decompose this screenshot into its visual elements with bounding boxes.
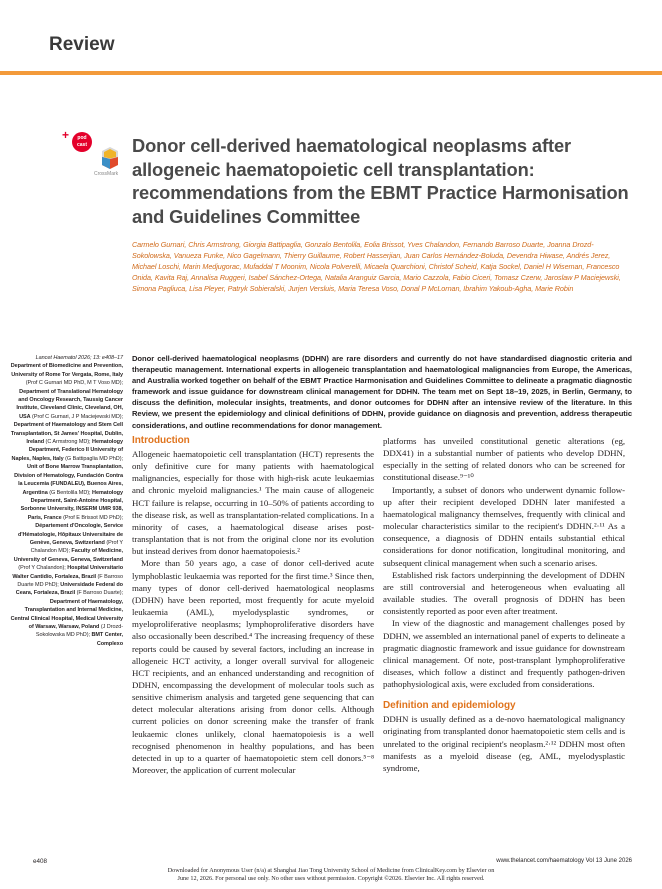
affiliation-name: Universidade Federal do Ceara, Fortaleza, Brazil	[15, 581, 123, 597]
affiliation-name: BMT Center, Complexo	[91, 632, 123, 647]
affiliation-name: Hematology Department, Saint-Antoine Hospital, Sorbonne University, INSERM UMR 938, Paris, France	[20, 489, 123, 521]
download-line-1: Downloaded for Anonymous User (n/a) at Shanghai Jiao Tong University School of Medicine from ClinicalKey.com by Elsevier on	[167, 867, 495, 874]
affiliation-authors: (Prof Y Chalandon);	[18, 565, 68, 572]
affiliation-authors: (Prof C Gurnari MD PhD, M T Voso MD);	[25, 380, 123, 387]
plus-icon: +	[62, 128, 70, 142]
affiliation-authors: (J Drozd-Sokolowska MD PhD);	[35, 624, 123, 639]
affiliation-authors: (F Barroso Duarte);	[75, 590, 123, 597]
paragraph: Importantly, a subset of donors who underwent dynamic follow-up after their recipient developed DDHN later manifested a haematological malignancy themselves, frequently with clinical and molecular characteristics similar to the recipient's DDHN.²·¹¹ As a consequence, a diagnosis of DDHN entails substantial ethical considerations for donor notification, longitudinal monitoring, and subsequent clinical management when such a scenario arises.	[383, 484, 625, 568]
affiliation-name: Department of Haematology and Stem Cell Transplantation, St James' Hospital, Dublin, Ireland	[10, 422, 123, 446]
author-list[interactable]: Carmelo Gurnari, Chris Armstrong, Giorgia Battipaglia, Gonzalo Bentolila, Eolia Brissot, Yves Chalandon, Fernando Barroso Duarte, Joanna Drozd-Sokolowska, Vanueza Funke, Nico Gagelmann, Thierry Guillaume, Robert Hasserjian, Juan Carlos Hernández-Boluda, Devendra Hiwase, Andrés Jerez, Michael Loschi, Marin Medjugorac, Mufaddal T Moonim, Nicola Polverelli, Micaela Quarchioni, Christof Scheid, Katja Sockel, Daniel H Wiseman, Francesco Onida, Kavita Raj, Annalisa Ruggeri, Isabel Sánchez-Ortega, Natalia Aranguiz Garcia, Mario Cazzola, Fabio Ciceri, Tomasz Czerw, Jaroslaw P Maciejewski, Simona Pagliuca, Lisa Pleyer, Patryk Sobieralski, Jurjen Versluis, Maria Teresa Voso, Donal P McLornan, Ibrahim Yakoub-Agha, Marie Robin	[132, 240, 621, 293]
paragraph: Allogeneic haematopoietic cell transplantation (HCT) represents the only definitive cure for many patients with haematological malignancies, especially for those with high-risk acute leukaemias and chronic myeloid malignancies.¹ The main cause of allogeneic HCT failure is relapse, occurring in 10–50% of patients according to the disease risk, as well as transplantation-related complications. In a minority of cases, a haematological disease arises post-transplantation that is not from the original clone nor its evolution but instead derives from donor haematopoiesis.²	[132, 449, 374, 557]
page-number: e408	[33, 858, 48, 865]
download-line-2: June 12, 2026. For personal use only. No other uses without permission. Copyright ©2026. Elsevier Inc. All rights reserved.	[177, 874, 485, 882]
affiliation-authors: (G Bentolila MD);	[47, 489, 93, 496]
article-title: Donor cell-derived haematological neoplasms after allogeneic haematopoietic cell transplantation: recommendations from the EBMT Practice Harmonisation and Guidelines Committee	[132, 135, 629, 227]
crossmark-icon[interactable]	[100, 146, 120, 170]
affiliation-name: Département d'Oncologie, Service d'Hématologie, Hôpitaux Universitaire de Genève, Geneva, Switzerland	[17, 523, 123, 546]
section-heading-definition: Definition and epidemiology	[383, 700, 516, 712]
journal-info[interactable]: www.thelancet.com/haematology Vol 13 June 2026	[496, 858, 632, 864]
affiliation-name: Unit of Bone Marrow Transplantation, Division of Hematology, Fundación Contra la Leucemia (FUNDALEU), Buenos Aires, Argentina	[14, 464, 123, 496]
section-heading-introduction: Introduction	[132, 435, 190, 446]
article-icons	[58, 128, 120, 188]
affiliation-authors: (Prof C Gurnari, J P Maciejewski MD);	[30, 413, 123, 420]
affiliation-name: Department of Haematology, Transplantation and Internal Medicine, Central Clinical Hospital, Medical University of Warsaw, Warsaw, Poland	[10, 598, 123, 630]
affiliation-authors: (Prof E Brissot MD PhD);	[61, 514, 123, 521]
paragraph: DDHN is usually defined as a de-novo haematological malignancy originating from transplanted donor haematopoietic stem cells and is unrelated to the original recipient's neoplasm.²·¹² DDHN most often manifests as a myeloid disease (eg, AML, myelodysplastic syndrome,	[383, 714, 625, 773]
podcast-icon[interactable]	[72, 132, 92, 152]
download-notice	[0, 867, 662, 882]
affiliation-authors: (Prof Y Chalandon MD);	[30, 539, 123, 555]
podcast-label-1: pod	[77, 135, 87, 141]
body-column-left	[132, 435, 374, 776]
affiliation-name: Department of Biomedicine and Prevention, University of Rome Tor Vergata, Rome, Italy	[10, 363, 123, 378]
paragraph: platforms has unveiled constitutional genetic alterations (eg, DDX41) in a substantial number of patients who develop DDHN, especially in the setting of related donors who can be screened for constitutional disease.⁹⁻¹⁰	[383, 436, 625, 483]
podcast-label-2: cast	[76, 142, 87, 148]
affiliations	[10, 362, 123, 648]
affiliation-authors: (G Battipaglia MD PhD);	[63, 455, 123, 462]
body-column-right	[383, 435, 625, 774]
crossmark-label: CrossMark	[94, 171, 119, 177]
affiliation-name: Hospital Universitario Walter Cantidio, Fortaleza, Brazil	[12, 565, 123, 580]
paragraph: In view of the diagnostic and management challenges posed by DDHN, we assembled an international panel of experts to delineate a pragmatic diagnostic framework and issue guidance for downstream clinical management. Of note, post-transplant lymphoproliferative diseases, which follow a distinct and frequently pathogen-driven pathophysiological axis, were excluded from considerations.	[383, 618, 625, 690]
paragraph: Established risk factors underpinning the development of DDHN are still controversial and heterogeneous when evaluating all available studies. The overall prognosis of DDHN has been consistently reported as poor even after treatment.	[383, 569, 625, 617]
paragraph: More than 50 years ago, a case of donor cell-derived acute lymphoblastic leukaemia was reported for the first time.³ Since then, many types of donor cell-derived haematological neoplasms (DDHN) have been reported, most frequently for acute myeloid leukaemia (AML), myelodysplastic syndromes, or myeloproliferative neoplasms; lymphoproliferative disorders have also occasionally been described.⁴ The increasing frequency of these reports could be caused by several factors, including an increase in allogeneic HCT activity, a longer overall survival for allogeneic HCT recipients, and an enhanced understanding and recognition of DDHN, encompassing the development of molecular tools such as sensitive chimerism analysis and targeted gene sequencing that can detect molecular alterations arising from donor cells. Although current policies on donor screening make the transfer of frank leukaemic clones unlikely, clonal haematopoiesis is a well recognised phenomenon in healthy populations, and has been detected in up to a quarter of haematopoietic stem cell donors.⁵⁻⁸ Moreover, the application of current molecular	[132, 558, 374, 776]
section-label: Review	[49, 34, 115, 55]
affiliations-sidebar	[10, 354, 123, 648]
affiliation-authors: (C Armstrong MD);	[44, 439, 93, 446]
affiliation-name: Faculty of Medicine, University of Geneva, Geneva, Switzerland	[13, 548, 123, 563]
header-rule	[0, 71, 662, 75]
affiliation-name: Hematology Department, Federico II University of Naples, Naples, Italy	[11, 439, 123, 462]
affiliation-authors: (F Barroso Duarte MD PhD);	[17, 573, 123, 588]
citation: Lancet Haematol 2026; 13: e408–17	[35, 355, 123, 361]
affiliation-name: Department of Translational Hematology and Oncology Research, Taussig Cancer Institute, Cleveland Clinic, Cleveland, OH, USA	[16, 388, 123, 420]
abstract: Donor cell-derived haematological neoplasms (DDHN) are rare disorders and currently do not have standardised diagnostic criteria and therapeutic management. International experts in allogeneic transplantation and haematological malignancies from Europe, the Americas, and Australia worked together on behalf of the EBMT Practice Harmonisation and Guidelines Committee to delineate a pragmatic diagnostic framework and issue guidance for downstream clinical management for DDHN. The team met on Sept 18–19, 2025, in Berlin, Germany, to discuss the definition, molecular insights, treatments, and donor outcomes for DDHN after an intensive review of the literature. In this Review, we present the epidemiology and clinical definitions of DDHN, provide guidance on diagnosis and prevention, address therapeutic considerations, and outline recommendations for donor management.	[132, 354, 632, 430]
